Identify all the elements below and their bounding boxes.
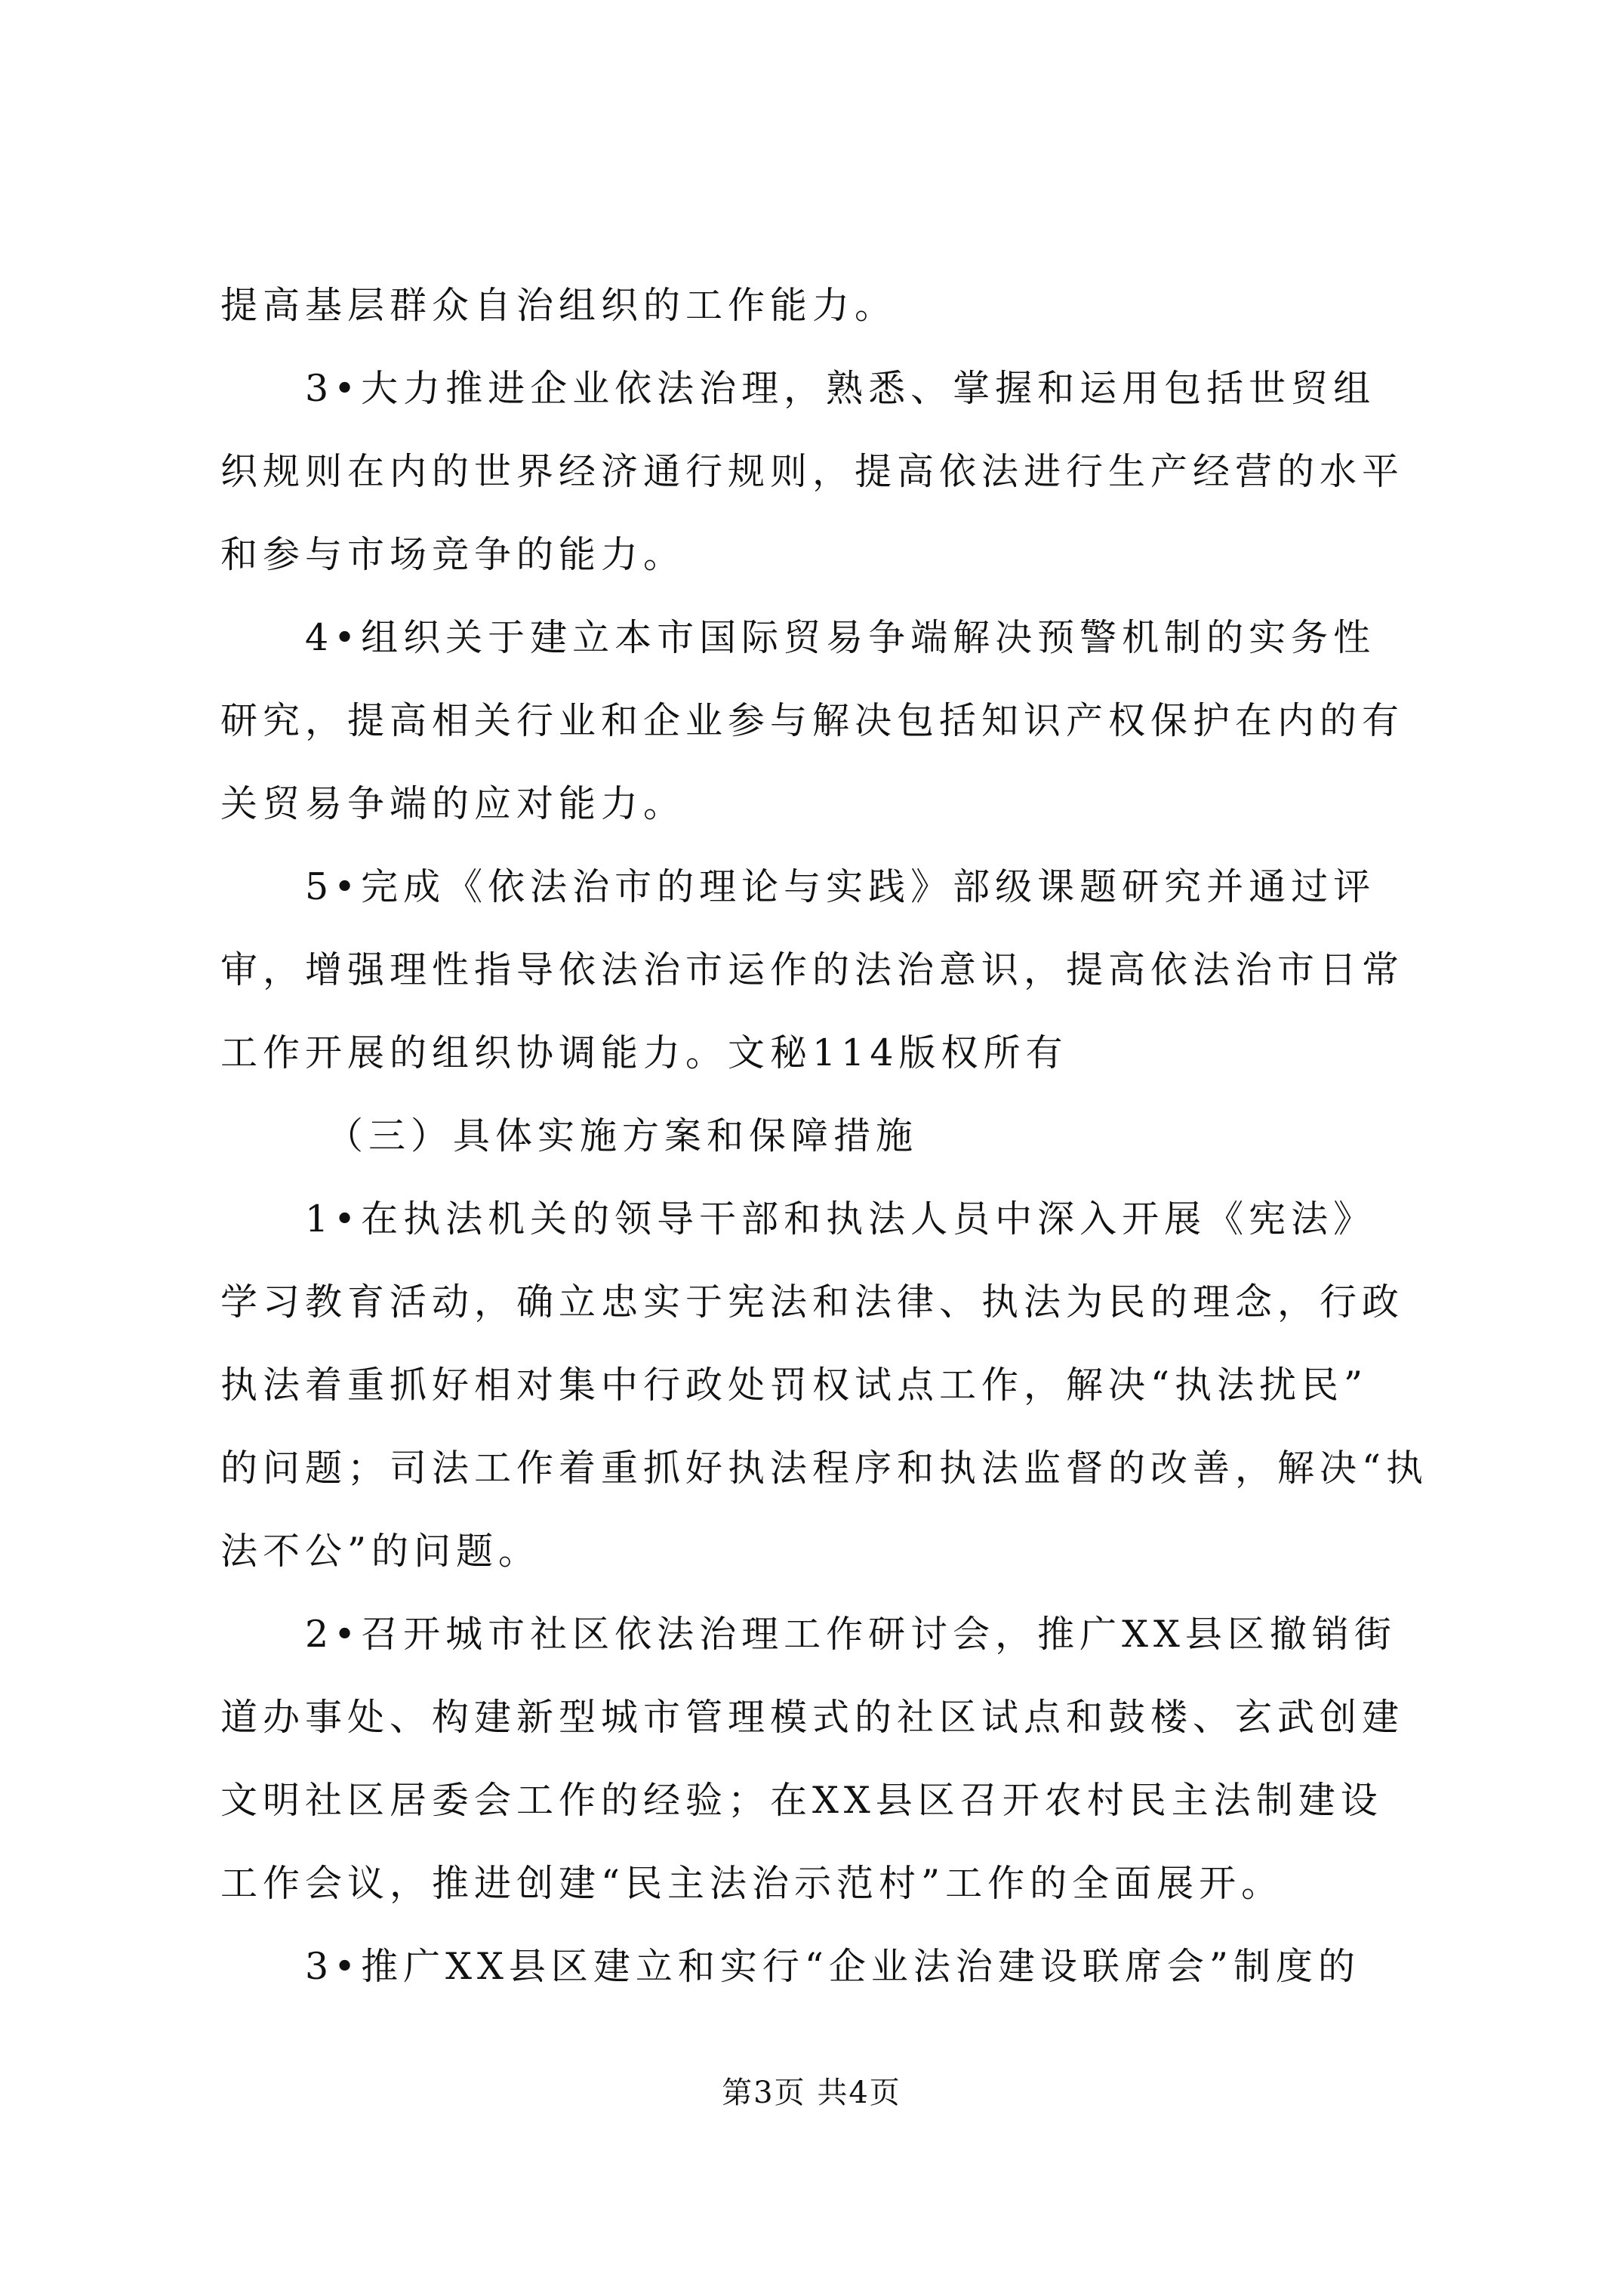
paragraph-line: 5•完成《依法治市的理论与实践》部级课题研究并通过评 [305,865,1376,908]
paragraph-line: 研究，提高相关行业和企业参与解决包括知识产权保护在内的有 [220,699,1405,742]
page-footer: 第3页 共4页 [722,2076,901,2110]
paragraph-line: 关贸易争端的应对能力。 [220,782,686,825]
paragraph-line: 3•大力推进企业依法治理，熟悉、掌握和运用包括世贸组 [305,367,1376,410]
paragraph-line: 执法着重抓好相对集中行政处罚权试点工作，解决“执法扰民” [220,1364,1369,1407]
paragraph-line: 织规则在内的世界经济通行规则，提高依法进行生产经营的水平 [220,450,1405,493]
paragraph-line: 的问题；司法工作着重抓好执法程序和执法监督的改善，解决“执 [220,1447,1429,1490]
paragraph-line: 1•在执法机关的领导干部和执法人员中深入开展《宪法》 [305,1197,1376,1240]
paragraph-line: 工作开展的组织协调能力。文秘114版权所有 [220,1031,1068,1074]
paragraph-line: 文明社区居委会工作的经验；在XX县区召开农村民主法制建设 [220,1779,1383,1822]
paragraph-line: 道办事处、构建新型城市管理模式的社区试点和鼓楼、玄武创建 [220,1696,1405,1739]
document-body [220,264,1428,2008]
paragraph-line: 工作会议，推进创建“民主法治示范村”工作的全面展开。 [220,1862,1284,1905]
section-heading: （三）具体实施方案和保障措施 [326,1114,919,1157]
paragraph-line: 4•组织关于建立本市国际贸易争端解决预警机制的实务性 [305,616,1376,659]
paragraph-line: 法不公”的问题。 [220,1530,541,1573]
paragraph-line: 提高基层群众自治组织的工作能力。 [220,284,898,327]
paragraph-line: 学习教育活动，确立忠实于宪法和法律、执法为民的理念，行政 [220,1281,1405,1324]
paragraph-line: 2•召开城市社区依法治理工作研讨会，推广XX县区撤销街 [305,1613,1397,1656]
paragraph-line: 审，增强理性指导依法治市运作的法治意识，提高依法治市日常 [220,948,1405,991]
paragraph-line: 和参与市场竞争的能力。 [220,533,686,576]
paragraph-line: 3•推广XX县区建立和实行“企业法治建设联席会”制度的 [305,1945,1360,1988]
